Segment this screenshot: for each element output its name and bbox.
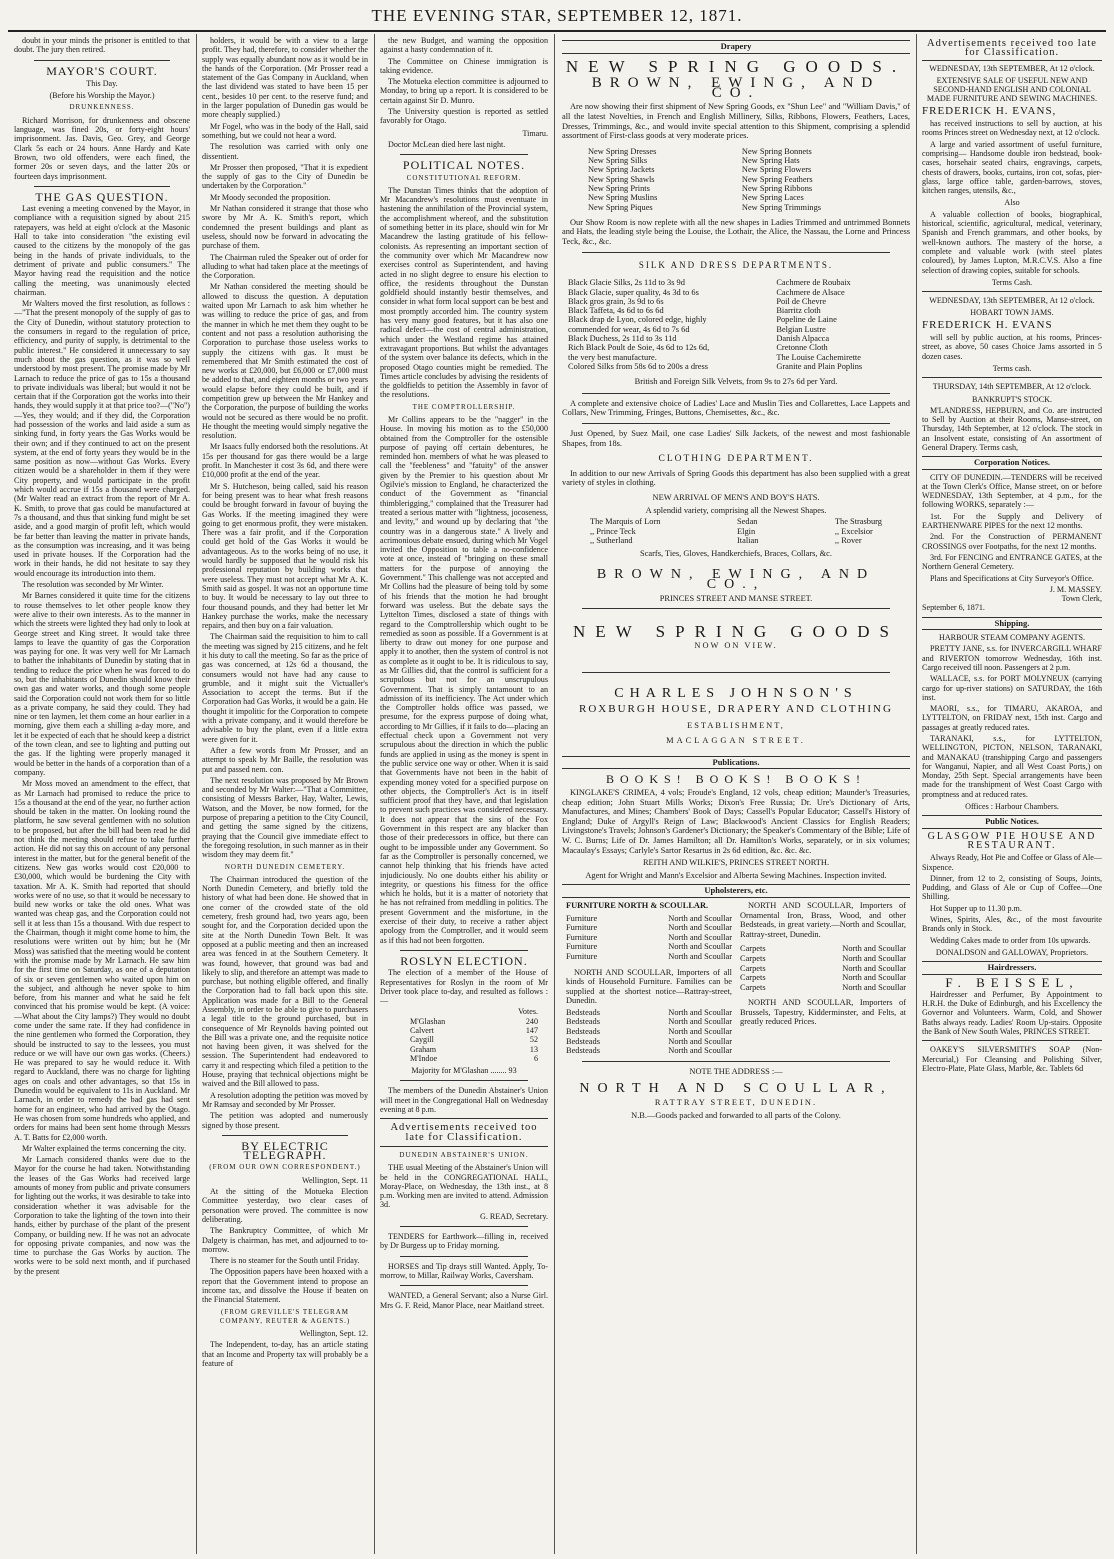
ad-text: N.B.—Goods packed and forwarded to all parts of the Colony. — [631, 1110, 841, 1120]
ad-text: In addition to our new Arrivals of Spring Goods this department has also been supplied with a great variety of styles in clothing. — [562, 468, 910, 488]
section-heading: BY ELECTRIC TELEGRAPH. — [241, 1138, 329, 1163]
article-text: The resolution was seconded by Mr Winter. — [22, 580, 164, 590]
article-text: The Chairman said the requisition to him to call the meeting was signed by 215 citizens, and he felt it his duty to call the meeting. So far as the price of gas was concerned, at 12s 6d a thousand, the consumers would not have had any cause to grumble, and it might suit the Victualler's Association to accept the terms. But if the Corporation had Gas Works, it would be a gain. He thought it impolitic for the Corporation to compete with a private company, and it would therefore be advisable to buy the plant, even if a little extra were given for it. — [202, 632, 368, 744]
ad-address: PRINCES STREET AND MANSE STREET. — [659, 593, 813, 603]
ad-headline: CHARLES JOHNSON'S — [614, 686, 858, 702]
ad-text: 3rd. For FENCING and ENTRANCE GATES, at the Northern General Cemetery. — [922, 552, 1102, 572]
article-text: The next resolution was proposed by Mr Brown and seconded by Mr Walter:—"That a Committee, consisting of Messrs Barker, Hay, Walter, Lewis, Watson, and the Mover, be now formed, for the purpose of preparing a petition to the City Council, and getting the same signed by the citizens, praying that the Council give immediate effect to the foregoing resolution, in such manner as in their wisdom they may deem fit." — [202, 775, 368, 860]
ad-address: RATTRAY STREET, DUNEDIN. — [654, 1098, 818, 1108]
section-heading: MAYOR'S COURT. — [46, 63, 158, 78]
item-label: Carpets — [740, 963, 766, 973]
list-item — [740, 964, 906, 974]
article-text: Mr Collins appears to be the "nagger" in the House. In moving his motion as to the £50,000 obtained from the Comptroller for the ostensible purpose of paying off certain debentures, he reminded hon. members of what he was pleased to call the "feebleness" and "fatuity" of the answer given by the Premier to his question about Mr Ogilvie's mission to England, he characterized the conduct of the Government as "financial thimblerigging," complained that the Treasurer had treated a serious matter with "lightness, jocoseness, and levity," and wound up by declaring that "the country was in a dangerous state." A lively and acrimonious debate ensued, during which Mr Vogel invited the Opposition to table a no-confidence vote at once, instead of "bringing on these small matters for the purpose of annoying the Government." This challenge was not accepted and Mr Collins had the pleasure of being told by some of his friends that the motion he had brought forward was useless. But the debate says the Lyttelton Times, disclosed a state of things with regard to the Comptrollership which ought to be remedied as soon as possible. If a Government is at liberty to draw out money for one purpose and apply it to another, then the system of control is not as complete as it ought to be. It is ridiculous to say, as Mr Gillies did, that the control is sufficient for a scrupulous but not for an unscrupulous Government. That is simply tantamount to an admission of its inefficiency. The Act under which the Comptroller holds office was passed, we presume, for the express purpose of doing what, according to Mr Gillies, if it fails to do—placing an effectual check upon a Government not very scrupulous about the direction in which the public funds are applied in using as the money is spent in the public service one way or other. When it is said that Governments have not been in the habit of expending money voted for a specified purpose on other objects, the Comptroller's Act is in itself sufficient proof that they have, and that legislation to prevent such practices was considered necessary. It does not appear that the sins of the Fox Government in this respect are any blacker than those of their predecessors in office, but there can ought to be impossible under any Government. So far as the Comptroller is personally concerned, we cannot help thinking that his friends have acted injudiciously. No one doubts either his ability or integrity, or questions his fitness for the office which he holds, but it is a matter of notoriety that he has not refrained from meddling in politics. The present Government and the misfortune, in the exercise of their duty, to receive a rather abject apology from the Comptroller, and it would seem as if this had not been forgotten. — [380, 414, 548, 945]
article-text: After a few words from Mr Prosser, and an attempt to speak by Mr Baille, the resolution was put and passed nem. con. — [202, 745, 368, 774]
category-label: Shipping. — [922, 617, 1102, 630]
category-label: Corporation Notices. — [922, 456, 1102, 469]
divider — [380, 1118, 548, 1119]
hats-col — [590, 517, 660, 546]
item-vendor: North and Scoullar — [668, 923, 732, 933]
column-3 — [380, 36, 548, 1551]
list-item — [740, 944, 906, 954]
article-text: The Chairman ruled the Speaker out of order for alluding to what had taken place at the meetings of the Corporation. — [202, 252, 368, 281]
article-text: Mr Prosser then proposed, "That it is expedient the supply of gas to the City of Dunedin be undertaken by the Corporation." — [202, 162, 368, 191]
article-text: At the sitting of the Motueka Election Committee yesterday, two clear cases of personation were proved. The committee is now deliberating. — [202, 1187, 368, 1224]
dateline: Timaru. — [522, 128, 548, 138]
ad-text: MAORI, s.s., for TIMARU, AKAROA, and LYTTELTON, on FRIDAY next, 15th inst. Cargo and passages at greatly reduced rates. — [922, 704, 1102, 732]
divider — [400, 1226, 528, 1227]
subheading: NORTH DUNEDIN CEMETERY. — [224, 862, 346, 871]
article-text: Mr Fogel, who was in the body of the Hall, said something, but we could not hear a word. — [202, 121, 368, 140]
list-item — [566, 933, 732, 943]
list-item: ,, Excelsior — [834, 526, 873, 536]
item-vendor: North and Scoullar — [668, 951, 732, 961]
list-item — [566, 1027, 732, 1037]
ad-text: 1st. For the Supply and Delivery of EARTHENWARE PIPES for the next 12 months. — [922, 511, 1102, 531]
hats-list — [562, 517, 910, 546]
list-item: New Spring Shawls — [588, 174, 655, 184]
ad-text: will sell by public auction, at his rooms, Princes-street, as above, 50 cases Choice Jams assorted in 5 dozen cases. — [922, 333, 1102, 361]
ad-text: Wedding Cakes made to order from 10s upwards. — [930, 935, 1091, 945]
list-item: New Spring Flowers — [741, 165, 812, 175]
divider — [400, 154, 528, 155]
item-vendor: North and Scoullar — [668, 1007, 732, 1017]
list-item: ,, Prince Teck — [590, 526, 636, 536]
article-text: The Committee on Chinese immigration is taking evidence. — [380, 56, 548, 75]
article-text: Mr Larnach considered thanks were due to the Mayor for the course he had taken. Notwithstanding the leases of the Gas Works had received large amounts of money from public and private consumers for lighting out the works, it was desirable to take into consideration whether it was advisable for the Corporation to take the lighting of the town into their hands, either by purchase of the plant of the present Company, or building new. If he was not an advocate for opposing private companies, and now was the time to purchase the Gas Works by auction. The works were to be sold next month, and if purchased by the present — [14, 1155, 190, 1276]
ad-headline: BANKRUPT'S STOCK. — [971, 394, 1053, 404]
ad-text: Also — [1004, 198, 1020, 208]
divider — [922, 291, 1102, 292]
list-item — [740, 973, 906, 983]
sale-date: WEDNESDAY, 13th SEPTEMBER, At 12 o'clock. — [929, 63, 1095, 73]
list-item — [566, 942, 732, 952]
divider — [34, 60, 170, 61]
section-heading: THE GAS QUESTION. — [35, 189, 169, 204]
divider — [922, 1040, 1102, 1041]
category-label: Hairdressers. — [922, 961, 1102, 974]
list-left — [588, 147, 730, 212]
item-label: Carpets — [740, 953, 766, 963]
ad-headline: BROWN, EWING, AND CO. — [591, 75, 881, 101]
ad-text: TENDERS for Earthwork—filling in, received by Dr Burgess up to Friday morning. — [380, 1232, 548, 1251]
divider — [380, 1146, 548, 1147]
item-vendor: North and Scoullar — [668, 1046, 732, 1056]
ad-text: CITY OF DUNEDIN.—TENDERS will be received at the Town Clerk's Office, Manse street, on or before WEDNESDAY, 13th September, at 4 p.m., for the following WORKS, separately :— — [922, 472, 1102, 510]
subheading: (FROM GREVILLE'S TELEGRAM COMPANY, REUTER & AGENTS.) — [219, 1307, 351, 1325]
article-text: The election of a member of the House of Representatives for Roslyn in the room of Mr Driver took place to-day, and resulted as follows :— — [380, 968, 548, 1006]
bedstead-rows — [566, 1008, 732, 1056]
ad-text: British and Foreign Silk Velvets, from 9s to 27s 6d per Yard. — [634, 377, 838, 387]
ad-text: A complete and extensive choice of Ladies' Lace and Muslin Ties and Collarettes, Lace Lappets and Collars, New Trimming, Fringes, Buttons, Chemisettes, &c., &c. — [562, 398, 910, 418]
subheading: DRUNKENNESS. — [69, 103, 135, 112]
list-item: New Spring Ribbons — [741, 183, 813, 193]
vote-row: Graham 13 — [410, 1044, 538, 1054]
item-label: Bedsteads — [566, 1046, 600, 1056]
subheading: CONSTITUTIONAL REFORM. — [406, 173, 522, 182]
north-scoullar-grid — [562, 901, 910, 1056]
divider — [400, 1080, 528, 1081]
ad-text: Our Show Room is now replete with all the new shapes in Ladies Trimmed and untrimmed Bonnets and Hats, the leading style being the Louise, the Lothair, the Alice, the Nassau, the Lorne and Princess Teck, &c., &c. — [562, 217, 910, 247]
list-right — [742, 147, 884, 212]
list-item — [566, 1008, 732, 1018]
item-label: Carpets — [740, 973, 766, 983]
list-item: Belgian Lustre — [776, 324, 826, 334]
list-item: Cachmere de Roubaix — [776, 278, 851, 288]
list-item — [566, 914, 732, 924]
item-vendor: North and Scoullar — [668, 1036, 732, 1046]
article-text: The petition was adopted and numerously signed by those present. — [202, 1111, 368, 1130]
list-item — [566, 1037, 732, 1047]
article-text: Mr S. Hutcheson, being called, said his reason for being present was to hear what fresh reasons could be brought forward in favour of buying the Gas Works. If the meeting imagined they were going to get enormous profit, they were mistaken. There was a fair profit, and if the Corporation could get hold of the Gas Works it would be advantageous. As to the works being of no use, it would hardly be supposed that he would risk his professional reputation by building works that were useless. They must not accept what Mr A. K. Smith said as gospel. It was not an opportune time to buy. It would be necessary to lay out three to four thousand pounds, and they had better let Mr Hankey purchase the works, make the necessary repairs, and then buy on a fair valuation. — [202, 481, 368, 631]
vote-row: M'Glashan 240 — [410, 1016, 538, 1026]
ad-subhead: FURNITURE NORTH & SCOULLAR. — [566, 900, 709, 910]
list-item: Sedan — [737, 517, 758, 527]
votes-label: Votes. — [518, 1007, 538, 1017]
list-item: the very best manufacture. — [568, 352, 657, 362]
ad-headline: FREDERICK H. EVANS, — [922, 104, 1057, 117]
section-heading: Advertisements received too late for Classification. — [390, 1122, 538, 1143]
article-text: The Opposition papers have been hoaxed with a report that the Government intend to propose an income tax, and dissolve the House if beaten on the Financial Statement. — [202, 1267, 368, 1305]
votes-table — [380, 1007, 548, 1063]
ad-text: ESTABLISHMENT, — [687, 720, 785, 730]
item-label: Carpets — [740, 982, 766, 992]
ad-headline: NEW SPRING GOODS. — [565, 56, 907, 76]
column-4 — [562, 36, 910, 1551]
item-vendor: North and Scoullar — [842, 963, 906, 973]
item-vendor: North and Scoullar — [668, 942, 732, 952]
ad-text: has received instructions to sell by auction, at his rooms Princes street on Wednesday next, at 12 o'clock. — [922, 119, 1102, 138]
ad-text: Always Ready, Hot Pie and Coffee or Glass of Ale—Sixpence. — [922, 853, 1102, 872]
list-item: Italian — [737, 536, 759, 546]
list-item: The Louise Cachemirette — [776, 352, 861, 362]
item-vendor: North and Scoullar — [668, 932, 732, 942]
item-label: Bedsteads — [566, 1017, 600, 1027]
list-item: Granite and Plain Poplins — [776, 361, 863, 371]
column-divider — [196, 34, 197, 1554]
ad-subhead: CLOTHING DEPARTMENT. — [658, 454, 814, 465]
item-vendor: North and Scoullar — [842, 944, 906, 954]
ad-heading: DUNEDIN ABSTAINER'S UNION. — [399, 1150, 529, 1159]
ad-text: THE usual Meeting of the Abstainer's Union will be held in the CONGREGATIONAL HALL, Moray-Place, on Wednesday, the 13th inst., at 8 p.m. Working men are invited to attend. Admission 3d. — [380, 1163, 548, 1210]
ad-text: HORSES and Tip drays still Wanted. Apply, To-morrow, to Millar, Railway Works, Caversham. — [380, 1261, 548, 1280]
list-item: Poil de Chevre — [776, 296, 827, 306]
ad-text: KINGLAKE'S CRIMEA, 4 vols; Froude's England, 12 vols, cheap edition; Maunder's Treasuries, cheap edition; John Stuart Mills Works; Dixon's Free Russia; Dr. Ure's Dictionary of Arts, Manufactures, and Mines; Chambers' Book of Days; Cassell's Popular Educator; Cassell's History of England; Duke of Argyll's Reign of Law; Blackwood's Ancient Classics for English Readers; Livingstone's Travels; Johnson's Gardener's Dictionary; the Speaker's Commentary of the Bible; Life of W. C. Burns; Life of Dr. James Hamilton; all Dr. Hamilton's Works, separately, or in six volumes; Macaulay's Essays; Carlyle's Sartor Resartus in 2s 6d edition, &c. &c. &c. — [562, 788, 910, 855]
list-item: Cachmere de Alsace — [776, 287, 845, 297]
list-item: Black gros grain, 3s 9d to 6s — [568, 296, 664, 306]
vote-row: M'Indoe 6 — [410, 1053, 538, 1063]
item-vendor: North and Scoullar — [842, 982, 906, 992]
ad-headline: BOOKS! BOOKS! BOOKS! — [605, 772, 866, 787]
divider — [400, 1256, 528, 1257]
article-text: holders, it would be with a view to a large profit. They had, therefore, to consider whether the supply was equally abundant now as it would be in the hands of the Corporation. (Mr Prosser read a statement of the Gas Company in Auckland, when the last dividend was stated to have been 15 per cent., besides 10 per cent. to the reserve fund; and in the larger population of Dunedin gas would be more cheaply supplied.) — [202, 36, 368, 120]
section-heading: ROSLYN ELECTION. — [400, 953, 528, 968]
list-item: Black drap de Lyon, colored edge, highly — [568, 315, 707, 325]
list-item: New Spring Hats — [741, 156, 800, 166]
article-text: Mr Isaacs fully endorsed both the resolutions. At 15s per thousand for gas there would be a large profit. In Manchester it cost 3s 6d, and there were £10,000 profit at the end of the year. — [202, 442, 368, 480]
list-item: New Spring Jackets — [588, 165, 655, 175]
list-item: Popeline de Laine — [776, 315, 837, 325]
silk-list — [562, 278, 910, 371]
divider — [34, 186, 170, 187]
ad-text: Dinner, from 12 to 2, consisting of Soups, Joints, Pudding, and Glass of Ale or Cup of Coffee—One Shilling. — [922, 873, 1102, 902]
ad-text: A splendid variety, comprising all the Newest Shapes. — [645, 505, 827, 515]
masthead: THE EVENING STAR, SEPTEMBER 12, 1871. — [371, 6, 743, 25]
category-label: Upholsterers, etc. — [562, 884, 910, 898]
section-heading: Advertisements received too late for Classification. — [922, 39, 1102, 61]
spring-goods-list — [562, 147, 910, 212]
ad-text: NORTH AND SCOULLAR, Importers of Ornamental Iron, Brass, Wood, and other Bedsteads, in great variety.—North and Scoullar, Rattray-street, Dunedin. — [740, 900, 906, 939]
list-item: New Spring Prints — [588, 183, 650, 193]
ad-text: WALLACE, s.s. for PORT MOLYNEUX (carrying cargo for up-river stations) on SATURDAY, the 16th inst. — [922, 674, 1102, 702]
vote-row: Calvert 147 — [410, 1025, 538, 1035]
item-vendor: North and Scoullar — [668, 1027, 732, 1037]
ad-text: Hot Supper up to 11.30 p.m. — [930, 903, 1022, 913]
ad-headline: HOBART TOWN JAMS. — [970, 308, 1054, 318]
category-label: Drapery — [562, 40, 910, 54]
ad-headline: ROXBURGH HOUSE, DRAPERY AND CLOTHING — [579, 703, 893, 716]
article-text: The Motueka election committee is adjourned to Monday, to bring up a report. It is considered to be certain against Sir D. Munro. — [380, 77, 548, 105]
item-vendor: North and Scoullar — [668, 913, 732, 923]
article-text: Mr Moss moved an amendment to the effect, that as Mr Larnach had promised to reduce the price to 15s a thousand at the end of the year, no further action should be taken in the matter. On looking round the platform, he saw several gentlemen with no solution to be proposed, but after the bill had been read he did not think the meeting should refuse to take further action. He did not say this on account of any personal interest in the matter, but for the general benefit of the citizens. New gas works would cost £20,000 to £30,000, which would be burdening the City with taxation. Mr A. K. Smith had reported that should works were of no use, so that it would be necessary to build new works or take the old ones. What was wanted was cheap gas, and the Corporation could not sell it at less than 15s a thousand. With due respect to the Chairman, though it might come home to him, the resolutions were written out by him; but he (Mr Moss) was satisfied that the meeting would be content with the promise made by Mr Larnach. He saw him for the first time on Saturday, as one of a deputation of six or seven gentlemen who waited upon him on the subject, and although he never spoke to him before, from his manner and what he said he felt convinced that his promise would be kept. (A voice:—What about the City lamps?) They would no doubt come under the same rate. If they had confidence in the nine gentlemen who formed the Corporation, they should be instructed to say to the lessees, you must reduce or we will have our own gas works. (Cheers.) He was prepared to say he would reduce it. With regard to Auckland, there was no charge for lighting ages on coals and other advantages, so that 15s in Dunedin would be equivalent to 11s in Auckland. Mr Larnach, in order to remedy the bad gas had sent home for an engineer, who had arrived by the Otago. He was chosen from some hundreds who applied, and orders for mains had been sent home through Messrs A. T. Batts for £2,000 worth. — [14, 779, 190, 1142]
article-text: Mr Nathan considered the meeting should be allowed to discuss the question. A deputation waited upon Mr Larnach to ask him whether he was willing to reduce the price of gas, and from the manner in which he met them they ought to be content and not pass a resolution authorising the Corporation to purchase those useless works to supply the citizens with gas. It must be remembered that Mr Smith estimated the cost of new works at £20,000, but £6,000 or £7,000 must be added to that, and eighteen months or two years would elapse before they could be built, and if competition grew up between the Mr Hankey and the Corporation, the purpose of building the works would not be secured as there would be no profit. He thought the meeting would simply negative the resolution. — [202, 282, 368, 441]
sale-date: THURSDAY, 14th SEPTEMBER, At 12 o'clock. — [932, 382, 1092, 392]
hats-col — [737, 517, 758, 546]
divider — [400, 950, 528, 951]
silk-left — [568, 278, 763, 371]
article-text: The members of the Dunedin Abstainer's Union will meet in the Congregational Hall on Wednesday evening at 8 p.m. — [380, 1086, 548, 1115]
divider — [582, 608, 890, 609]
list-item: Danish Alpacca — [776, 333, 830, 343]
column-divider — [554, 34, 555, 1554]
ad-text: NORTH AND SCOULLAR, Importers of all kinds of Household Furniture. Families can be supplied at the shortest notice—Rattray-street, Dunedin. — [566, 967, 732, 1006]
item-label: Carpets — [740, 944, 766, 954]
article-text: Last evening a meeting convened by the Mayor, in compliance with a requisition signed by about 215 ratepayers, was held at eight o'clock at the Masonic Hall to take into consideration "the existing evil caused to the citizens by the monopoly of the gas being in the hands of private individuals, to the detriment of private and public consumers." The Mayor having read the requisition and the notice calling the meeting, was unanimously elected chairman. — [14, 204, 190, 297]
article-text: The University question is reported as settled favorably for Otago. — [380, 107, 548, 126]
ad-text: 2nd. For the Construction of PERMANENT CROSSINGS over Footpaths, for the next 12 months. — [922, 532, 1102, 551]
item-label: Bedsteads — [566, 1027, 600, 1037]
carpet-rows — [740, 944, 906, 992]
article-text: Mr Moody seconded the proposition. — [210, 192, 331, 202]
list-item — [566, 923, 732, 933]
divider — [400, 1285, 528, 1286]
ad-headline: FREDERICK H. EVANS — [922, 318, 1053, 331]
ad-text: NOTE THE ADDRESS :— — [689, 1066, 783, 1076]
article-text: Doctor McLean died here last night. — [388, 139, 506, 149]
list-item — [566, 1046, 732, 1056]
ad-text: Scarfs, Ties, Gloves, Handkerchiefs, Braces, Collars, &c. — [640, 548, 832, 558]
ad-text: Just Opened, by Suez Mail, one case Ladies' Silk Jackets, of the newest and most fashionable Shapes, from 18s. — [562, 428, 910, 448]
ad-headline: BROWN, EWING, AND CO., — [596, 567, 876, 593]
hats-col — [835, 517, 882, 546]
column-1 — [14, 36, 190, 1551]
divider — [222, 1135, 348, 1136]
list-item: ,, Rover — [834, 536, 862, 546]
sale-date: WEDNESDAY, 13th SEPTEMBER, At 12 o'clock. — [929, 296, 1095, 306]
article-text: The Bankruptcy Committee, of which Mr Dalgety is chairman, has met, and adjourned to to-morrow. — [202, 1226, 368, 1254]
ad-headline: GLASGOW PIE HOUSE AND RESTAURANT. — [927, 830, 1097, 851]
list-item: Colored Silks from 58s 6d to 200s a dress — [568, 361, 709, 371]
ad-date: September 6, 1871. — [922, 603, 985, 613]
ad-text: NORTH AND SCOULLAR, Importers of Brussels, Tapestry, Kidderminster, and Felts, at greatly reduced Prices. — [740, 998, 906, 1027]
article-text: doubt in your minds the prisoner is entitled to that doubt. The jury then retired. — [14, 36, 190, 55]
article-text: Mr Nathan considered it strange that those who swore by Mr A. K. Smith's report, which condemned the present buildings and plant as useless, should now be forward in advocating the purchase of them. — [202, 204, 368, 251]
ad-signature: G. READ, Secretary. — [479, 1211, 548, 1221]
item-label: Furniture — [566, 932, 598, 942]
ad-text: WANTED, a General Servant; also a Nurse Girl. Mrs G. F. Reid, Manor Place, near Maitland street. — [380, 1291, 548, 1310]
article-text: The Independent, to-day, has an article stating that an Income and Property tax will probably be a feature of — [202, 1340, 368, 1369]
ad-address: REITH AND WILKIE'S, PRINCES STREET NORTH. — [642, 858, 830, 868]
list-item: Black Duchess, 2s 11d to 3s 11d — [568, 333, 677, 343]
silk-right — [776, 278, 904, 371]
item-label: Bedsteads — [566, 1007, 600, 1017]
category-label: Public Notices. — [922, 815, 1102, 828]
item-label: Furniture — [566, 913, 598, 923]
signature-title: Town Clerk, — [1061, 594, 1102, 604]
dateline: Wellington, Sept. 12. — [299, 1329, 368, 1339]
item-label: Bedsteads — [566, 1036, 600, 1046]
furniture-rows — [566, 914, 732, 962]
ad-address: MACLAGGAN STREET. — [666, 736, 806, 746]
ad-text: TARANAKI, s.s., for LYTTELTON, WELLINGTON, PICTON, NELSON, TARANAKI, and MANAKAU (transhipping Cargo and passengers for Wanganui, Napier, and all West Coast Ports,) on Monday, 25th Sept. Special arrangements have been made for the transhipment of West Coast Cargo with promptness and at reduced rates. — [922, 734, 1102, 799]
list-item — [566, 1017, 732, 1027]
list-item: Black Taffeta, 4s 6d to 6s 6d — [568, 306, 664, 316]
ad-text: Terms cash. — [992, 363, 1032, 373]
article-text: The Chairman introduced the question of the North Dunedin Cemetery, and briefly told the history of what had been done. He showed that in one corner of the crowded state of the old cemetery, fresh ground had, two years ago, been sought for, and the Corporation decided upon the site at the North Dunedin Town Belt. It was opposed at a public meeting and then an increased area was fenced in at the Southern Cemetery. It was found, however, that ground was bad and likely to slip, and therefore an attempt was made to purchase, but nothing eligible offered, and finally the Corporation had to fall back upon this site. Application was made for a Bill to the General Assembly, in order to be able to give to purchasers a legal title to the ground purchased, but in consequence of Mr Reynolds having pointed out the Bill was a private one, and the requisite notice not having been given, it was shelved for the session. The Superintendent had endeavored to carry it and respecting which filed a petition to the House, praying that technical objections might be waived and the Bill allowed to pass. — [202, 874, 368, 1089]
article-text: Mr Barnes considered it quite time for the citizens to rouse themselves to let other people know they were alive to their own interests. As to the manner in which the streets were lighted they had only to look at George street and King street. It would take three lamps to leave the quantity of gas the Corporation was paying for one. It was very well for Mr Larnach to bather the inhabitants of Dunedin by stating that in tending to reduce the price when he was forced to do so, but the inhabitants of Dunedin should know their own gas and water works, and though some people said the Corporation could not work them for so little as a private company, he said they could. They had nine or ten laymen, let them come an hour earlier in a morning, give them each a shilling a-day more, and let it be expected of each that he should keep a district of the town clean, and see to lighting and putting out the gas. If the lighting were properly managed it would be better in the hands of a corporation than of a company. — [14, 591, 190, 777]
article-text: The resolution was carried with only one dissentient. — [202, 142, 368, 161]
section-heading: POLITICAL NOTES. — [402, 158, 526, 173]
list-item: Biarritz cloth — [776, 306, 821, 316]
column-5 — [922, 36, 1102, 1551]
ad-text: Are now showing their first shipment of New Spring Goods, ex "Shun Lee" and "William Davis," of all the latest Novelties, in French and English Millinery, Silks, Ribbons, Flowers, Feathers, Laces, Dresses, Trimmings, &c., and would invite special attention to this Shipment, comprising a splendid assortment of First-class goods at very moderate prices. — [562, 102, 910, 141]
signature: J. M. MASSEY. — [1049, 584, 1102, 594]
ad-text: Plans and Specifications at City Surveyor's Office. — [930, 573, 1094, 583]
list-item: commended for wear, 4s 6d to 7s 6d — [568, 324, 690, 334]
ad-headline: NEW SPRING GOODS — [573, 622, 899, 642]
column-2 — [202, 36, 368, 1551]
category-label: Publications. — [562, 756, 910, 770]
ad-text: NOW ON VIEW. — [694, 640, 778, 650]
list-item: New Spring Silks — [588, 156, 648, 166]
list-item: New Spring Trimmings — [741, 202, 822, 212]
item-label: Furniture — [566, 951, 598, 961]
ad-text: PRETTY JANE, s.s. for INVERCARGILL WHARF and RIVERTON tomorrow Wednesday, 16th inst. Cargo received till noon. Passengers at 2 p.m. — [922, 644, 1102, 672]
article-text: The Dunstan Times thinks that the adoption of Mr Macandrew's resolutions must eventuate in hastening the annihilation of the Provincial system, the accomplishment whereof, and the substitution of something better in its place, should win for Mr Macandrew the lasting gratitude of his fellow-colonists. As representing an important section of the community over which Mr Macandrew now exercises control as Superintendent, and having acted in no slight degree to ensure his election to office, the residents throughout the Dunstan goldfield should instantly bestir themselves, and consider in what form local support can be best and most promptly accorded him. The country system has very many good features, but it has also one radical defect—the cost of central administration, which under the Westland regime has attained extravagant proportions. But whilst the advantages of the system over balance its defects, which in the proposed Otago counties might be remedied. The Times article concludes by advising the residents of the goldfields to petition the Assembly in favor of the resolutions. — [380, 185, 548, 400]
article-text: A resolution adopting the petition was moved by Mr Ramsay and seconded by Mr Prosser. — [202, 1090, 368, 1109]
vote-row: Caygill 52 — [410, 1035, 538, 1045]
article-text: the new Budget, and warning the opposition against a hasty condemnation of it. — [380, 36, 548, 55]
list-item: New Spring Bonnets — [741, 146, 812, 156]
ad-subhead: NEW ARRIVAL OF MEN'S AND BOY'S HATS. — [652, 492, 820, 502]
ad-headline: NORTH AND SCOULLAR, — [579, 1081, 893, 1097]
item-vendor: North and Scoullar — [668, 1017, 732, 1027]
ad-subhead: SILK AND DRESS DEPARTMENTS. — [638, 259, 834, 270]
ad-text: Hairdresser and Perfumer, By Appointment to H.R.H. the Duke of Edinburgh, and his Excellency the Governor and Volunteers. Warm, Cold, and Shower Baths always ready. Ladies' Room Up-stairs. Opposite the Bank of New South Wales, PRINCES STREET. — [922, 989, 1102, 1037]
column-divider — [916, 34, 917, 1554]
list-item: New Spring Dresses — [588, 146, 657, 156]
ad-headline: HARBOUR STEAM COMPANY AGENTS. — [938, 633, 1085, 643]
list-item: Black Glacie Silks, 2s 11d to 3s 9d — [568, 278, 685, 288]
dateline: This Day. — [86, 78, 118, 88]
divider — [582, 393, 890, 394]
ns-left — [562, 901, 736, 1056]
list-item: Elgin — [737, 526, 756, 536]
ad-text: A large and varied assortment of useful furniture, comprising— Handsome double iron bedstead, book-cases, horsehair seated chairs, engravings, carpets, chests of drawers, books, curtains, iron cot, sofas, pier-glass, large office table, garden-barrows, stoves, kitchen ranges, utensils, &c., — [922, 139, 1102, 196]
list-item: The Strasburg — [834, 517, 882, 527]
divider — [582, 423, 890, 424]
list-item: New Spring Piques — [588, 202, 653, 212]
ad-headline: F. BEISSEL, — [945, 974, 1079, 990]
ad-text: Terms Cash. — [991, 277, 1033, 287]
subheading: THE COMPTROLLERSHIP. — [412, 402, 516, 411]
item-vendor: North and Scoullar — [842, 973, 906, 983]
ns-right — [736, 901, 910, 1056]
list-item: New Spring Feathers — [741, 174, 813, 184]
dateline: Wellington, Sept. 11 — [301, 1175, 368, 1185]
divider — [922, 377, 1102, 378]
ad-text: M'LANDRESS, HEPBURN, and Co. are instructed to Sell by Auction at their Rooms, Manse-street, on Thursday, 14th September, at 12 o'clock. The stock in an Insolvent estate, consisting of An assortment of General Drapery. Terms cash, — [922, 405, 1102, 452]
list-item: New Spring Muslins — [588, 193, 658, 203]
ad-text: OAKEY'S SILVERSMITH'S SOAP (Non-Mercurial,) For Cleansing and Polishing Silver, Electro-Plate, Plate Glass, Marble, &c. Tablets 6d — [922, 1045, 1102, 1073]
subheading: (FROM OUR OWN CORRESPONDENT.) — [209, 1163, 361, 1172]
list-item: Cretonne Cloth — [776, 343, 828, 353]
article-text: There is no steamer for the South until Friday. — [210, 1256, 360, 1266]
column-divider — [374, 34, 375, 1554]
article-text: Richard Morrison, for drunkenness and obscene language, was fined 20s, or forty-eight hours' imprisonment. Jas. Davis, Geo. Grey, and George Clark 5s each or 24 hours. Anne Hardy and Kate Brown, two old offenders, were each fined, the former 20s or seven days, and the latter 20s or fourteen days imprisonment. — [14, 115, 190, 181]
item-vendor: North and Scoullar — [842, 953, 906, 963]
list-item: ,, Sutherland — [590, 536, 633, 546]
divider — [582, 252, 890, 253]
ad-headline: EXTENSIVE SALE OF USEFUL NEW AND SECOND-HAND ENGLISH AND COLONIAL MADE FURNITURE AND SEWING MACHINES. — [926, 75, 1098, 104]
list-item: The Marquis of Lorn — [590, 517, 661, 527]
list-item: New Spring Laces — [741, 193, 804, 203]
majority: Majority for M'Glashan ........ 93 — [411, 1066, 517, 1076]
list-item — [740, 954, 906, 964]
article-text: Mr Walter explained the terms concerning the city. — [22, 1143, 187, 1153]
subtitle: (Before his Worship the Mayor.) — [49, 91, 155, 101]
ad-signature: DONALDSON and GALLOWAY, Proprietors. — [935, 947, 1089, 957]
article-text: Mr Walters moved the first resolution, as follows :—"That the present monopoly of the supply of gas to the City of Dunedin, without statutory protection to the consumers in regard to the regulation of price, efficiency, and purity of supply, is detrimental to the public interest." He considered it unnecessary to say much about the gas question, as it was so well understood by most present. The promise made by Mr Larnach to reduce the price of gas to 15s a thousand to private individuals was liberal; but would it not be certain that if the Corporation got the works into their hands, they would supply it at that price too?—("No")—Yes, they would; and if they did, the Corporation had possession of the works and laid aside a sum as sinking fund, in forty years the Gas Works would be their own; and if they continued to act on the present system, at the end of forty years they would be in the same position as now—without Gas Works. Every citizen would be a shareholder in them if they were City property, and would participate in the profit which would accrue if 15s a thousand were charged. (Mr Walter read an extract from the report of Mr A. K. Smith, to prove that gas could be manufactured at 7s a thousand, and thus that sinking fund might be set aside, and a good margin of profit left, which would be far better than leaving the matter in private hands, as the consumption was increasing, and it was being used in private houses. If the Corporation had the work in their hands, he did not hesitate to say they would encourage its introduction into them. — [14, 299, 190, 578]
ad-text: Wines, Spirits, Ales, &c., of the most favourite Brands only in Stock. — [922, 915, 1102, 934]
list-item: Black Glacie, super quality, 4s 3d to 6s — [568, 287, 699, 297]
divider — [582, 1061, 890, 1062]
list-item — [566, 952, 732, 962]
item-label: Furniture — [566, 942, 598, 952]
top-rule — [8, 30, 1106, 32]
ad-text: Offices : Harbour Chambers. — [965, 802, 1059, 812]
list-item — [740, 983, 906, 993]
item-label: Furniture — [566, 923, 598, 933]
ad-text: Agent for Wright and Mann's Excelsior and Alberta Sewing Machines. Inspection invited. — [585, 870, 887, 880]
list-item: Rich Black Poult de Soie, 4s 6d to 12s 6d, — [568, 343, 710, 353]
divider — [582, 672, 890, 673]
ad-text: A valuable collection of books, biographical, historical, scientific, agricultural, medical, veterinary, Spanish and French grammars, and other books, by well-known authors. The mastery of the horse, a complete and valuable work (with steel plates coloured), by James Lupton, M.R.C.V.S. Also a fine selection of drawing copies, suitable for schools. — [922, 209, 1102, 275]
